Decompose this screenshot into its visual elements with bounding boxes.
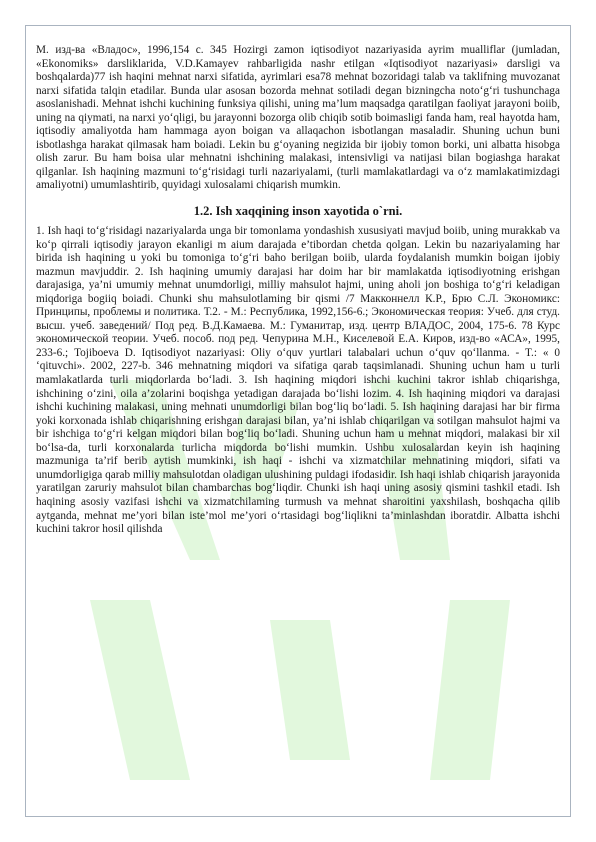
document-body <box>36 44 560 537</box>
section-heading: 1.2. Ish xaqqining inson xayotida o`rni. <box>193 204 403 219</box>
body-paragraph: 1. Ish haqi to‘g‘risidagi nazariyalarda unga bir tomonlama yondashish xususiyati mavjud boiib, uning murakkab va ko‘p qirrali iqtisodiy jarayon ekanligi m aium darajada e’tibordan chetda qolgan. Lekin bu nazariyalaming har birida ish haqining u yoki bu tomoniga to‘g‘ri baho berilgan boiib, ularda foydalanish mumkin boigan ijobiy mazmun mavjuddir. 2. Ish haqining umumiy darajasi har doim har bir mamlakatda iqtisodiyotning erishgan darajasiga, ya’ni umumiy mehnat unumdorligi, milliy mahsulot hajmi, uning aholi jon boshiga to‘g‘ri keladigan miqdoriga bogiiq boiadi. Chunki shu mahsulotlaming bir qismi /7 Макконнелл К.Р., Брю С.Л. Экономикс: Принципы, проблемы и политика. Т.2. - М.: Республика, 1992,156-6.; Экономическая теория: Учеб. для студ. высш. учеб. заведений/ Под ред. В.Д.Камаева. М.: Гуманитар, изд. центр ВЛАДОС, 2004, 175-6. 78 Курс экономической теории. Учеб. пособ. под ред. Чепурина М.Н., Киселевой Е.А. Киров, изд-во «АСА», 1995, 233-6.; Tojiboeva D. Iqtisodiyot nazariyasi: Oliy o‘quv yurtlari talabalari uchun o‘quv qo‘llanma. - T.: « 0 ‘qituvchi». 2002, 227-b. 346 mehnatning miqdori va sifatiga qarab taqsimlanadi. Shuning uchun ham u turli mamlakatlarda turli miqdorlarda bo‘ladi. 3. Ish haqining miqdori ishchi kuchini takror ishlab chiqarishga, ishchining o‘zini, oila a’zolarini boqishga yetadigan darajada bo‘lishi lozim. 4. Ish haqining miqdori va darajasi ishchi kuchining malakasi, uning mehnati unumdorligi bilan bog‘liq bo‘ladi. 5. Ish haqining darajasi har bir firma yoki korxonada ishlab chiqarishning erishgan darajasi bilan, ya’ni ishlab chiqarilgan va sotilgan mahsulot hajmi va bir ishchiga to‘g‘ri kelgan miqdori bilan bog‘liq bo‘ladi. Shuning uchun ham u mehnat miqdori, malakasi bir xil bo‘lsa-da, turli korxonalarda turlicha miqdorda bo‘lishi mumkin. Ushbu xulosalardan keyin ish haqining mazmuniga ta’rif berib aytish mumkinki, ish haqi - ishchi va xizmatchilar mehnatining miqdori, sifati va unumdorligiga qarab milliy mahsulotdan oladigan ulushining puldagi ifodasidir. Ish haqi ishlab chiqarish jarayonida yaratilgan zaruriy mahsulot bilan chambarchas bog‘liqdir. Chunki ish haqi uning asosiy qismini tashkil etadi. Ish haqining asosiy vazifasi ishchi va xizmatchilaming turmush va mehnat sharoitini yaxshilash, boshqacha qilib aytganda, mehnat me’yori bilan iste’mol me’yori o‘rtasidagi bog‘liqlikni ta’minlashdan iboratdir. Albatta ishchi kuchini takror hosil qilishda <box>36 225 560 536</box>
body-paragraph: M. изд-ва «Владос», 1996,154 с. 345 Hozirgi zamon iqtisodiyot nazariyasida ayrim mualliflar (jumladan, «Ekonomiks» darsliklarida, V.D.Kamayev rahbarligida nashr etilgan «Iqtisodiyot nazariyasi» darsligi va boshqalarda)77 ish haqini mehnat narxi sifatida, ayrimlari esa78 mehnat bozoridagi talab va taklifning muvozanat narxi sifatida talqin etadilar. Bunda ular asosan bozorda mehnat sotiladi degan bizningcha noto‘g‘ri tushunchaga asoslanishadi. Mehnat ishchi kuchining funksiya qilishi, uning ma’lum maqsadga qaratilgan faoliyat jarayoni boiib, uning na qiymati, na narxi yo‘qligi, bu jarayonni bozorga olib chiqib sotib boimasligi fanda ham, real hayotda ham, iqtisodiy amaliyotda ham hammaga ayon boigan va allaqachon isbotlangan masaladir. Shuning uchun buni isbotlashga harakat qilmasak ham boiadi. Lekin bu g‘oyaning negizida bir ijobiy tomon borki, uni albatta hisobga olish zarur. Bu ham boisa ular mehnatni ishchining malakasi, intensivligi va natijasi bilan bogiashga harakat qilganlar. Ish haqining mazmuni to‘g‘risidagi turli nazariyalami, (turli mamlakatlardagi va o‘z mamlakatimizdagi amaliyotni) umumlashtirib, quyidagi xulosalami chiqarish mumkin. <box>36 44 560 192</box>
